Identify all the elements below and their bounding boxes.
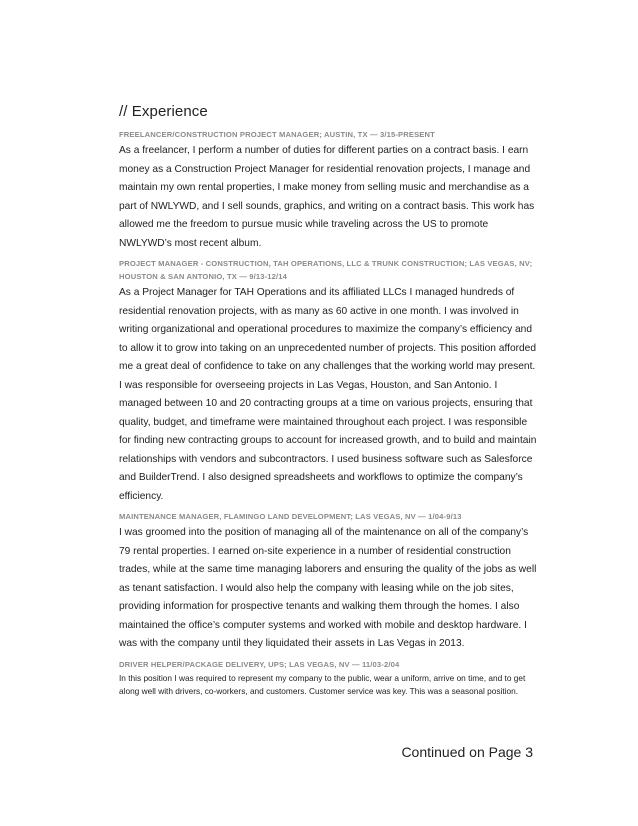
section-title: // Experience bbox=[119, 103, 208, 120]
job-heading: MAINTENANCE MANAGER, FLAMINGO LAND DEVELOPMENT; LAS VEGAS, NV — 1/04-9/13 bbox=[119, 512, 462, 521]
job-description: In this position I was required to represent my company to the public, wear a uniform, arrive on time, and to get along well with drivers, co-workers, and customers. Customer service was key. This was a seasonal position. bbox=[119, 672, 526, 696]
job-entry-freelancer bbox=[119, 128, 537, 253]
job-heading: FREELANCER/CONSTRUCTION PROJECT MANAGER; AUSTIN, TX — 3/15-PRESENT bbox=[119, 130, 435, 139]
experience-section bbox=[119, 103, 537, 703]
job-description: As a freelancer, I perform a number of duties for different parties on a contract basis. I earn money as a Construction Project Manager for residential renovation projects, I manage and maintain my own rental properties, I make money from selling music and merchandise as a part of NWLYWD, and I sell sounds, graphics, and writing on a contract basis. This work has allowed me the freedom to pursue music while traveling across the US to promote NWLYWD’s most recent album. bbox=[119, 145, 535, 249]
job-heading: PROJECT MANAGER - CONSTRUCTION, TAH OPERATIONS, LLC & TRUNK CONSTRUCTION; LAS VEGAS, NV; HOUSTON & SAN ANTONIO, TX — 9/13-12/14 bbox=[119, 259, 533, 281]
job-entry-maintenance-manager bbox=[119, 510, 537, 654]
continued-note: Continued on Page 3 bbox=[401, 744, 533, 760]
job-entry-driver-helper bbox=[119, 658, 537, 699]
job-description: I was groomed into the position of managing all of the maintenance on all of the company’s 79 rental properties. I earned on-site experience in a number of residential construction trades, while at the same time managing laborers and ensuring the quality of the jobs as well as tenant satisfaction. I would also help the company with leasing while on the job sites, providing information for prospective tenants and walking them through the homes. I also maintained the office’s computer systems and worked with mobile and desktop hardware. I was with the company until they liquidated their assets in Las Vegas in 2013. bbox=[119, 527, 537, 649]
job-entry-project-manager bbox=[119, 257, 537, 506]
job-description: As a Project Manager for TAH Operations and its affiliated LLCs I managed hundreds of residential renovation projects, with as many as 60 active in one month. I was involved in writing organizational and operational procedures to maximize the company’s efficiency and to allow it to grow into taking on an unprecedented number of projects. This position afforded me a great deal of confidence to take on any challenges that the working world may present. I was responsible for overseeing projects in Las Vegas, Houston, and San Antonio. I managed between 10 and 20 contracting groups at a time on various projects, ensuring that quality, budget, and timeframe were maintained throughout each project. I was responsible for finding new contracting groups to account for increased growth, and to build and maintain relationships with vendors and subcontractors. I used business software such as Salesforce and BuilderTrend. I also designed spreadsheets and workflows to optimize the company’s efficiency. bbox=[119, 287, 537, 502]
job-heading: DRIVER HELPER/PACKAGE DELIVERY, UPS; LAS VEGAS, NV — 11/03-2/04 bbox=[119, 659, 400, 669]
